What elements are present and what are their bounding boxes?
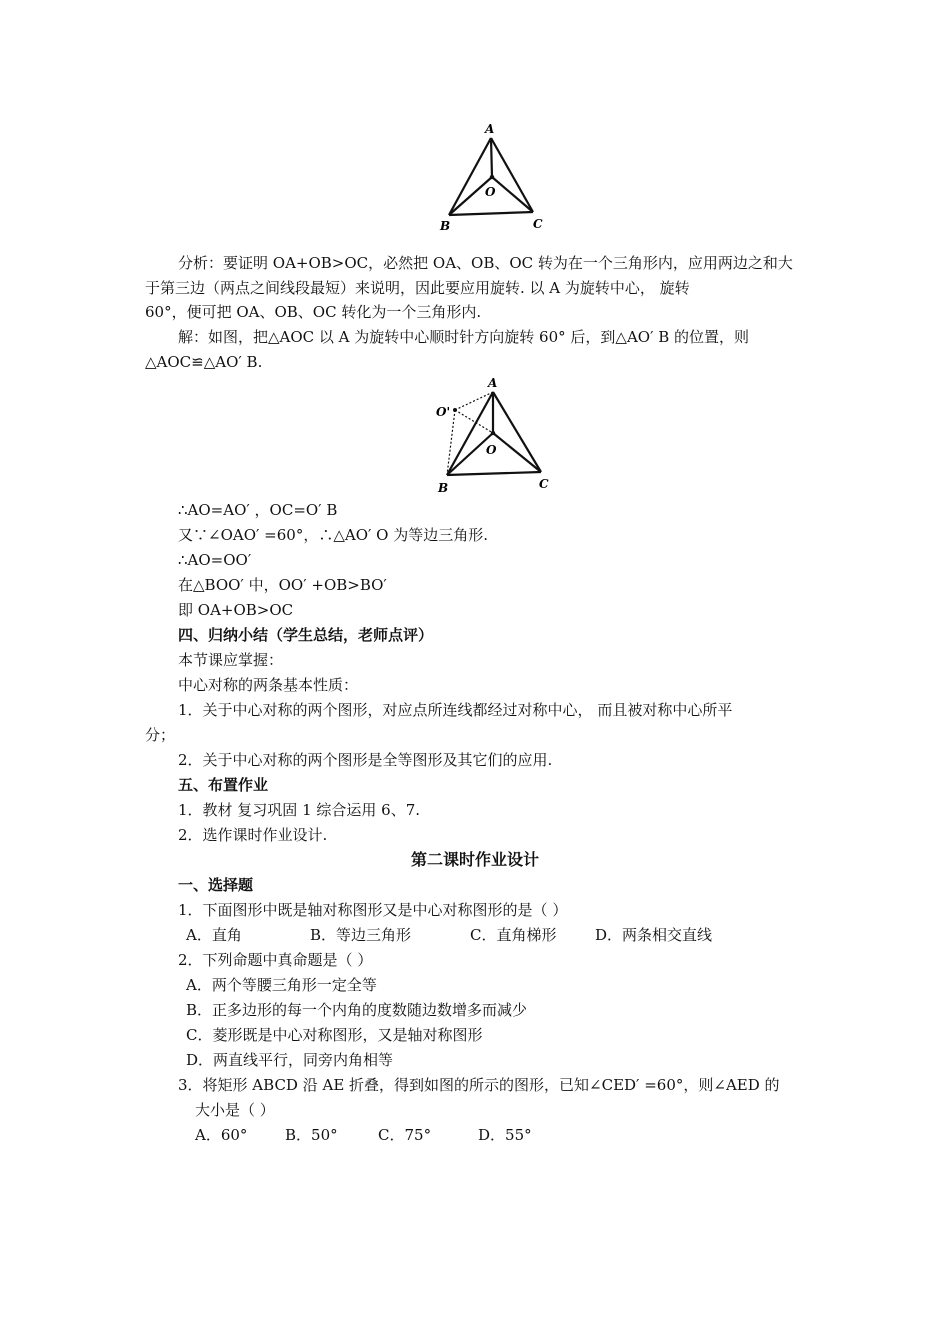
segment-ao (491, 138, 492, 177)
question-2: 2．下列命题中真命题是（ ） (178, 951, 373, 969)
summary-item-1: 1．关于中心对称的两个图形，对应点所连线都经过对称中心， 而且被对称中心所平 (178, 701, 733, 719)
label-o: O (486, 443, 497, 457)
analysis-line-2: 于第三边（两点之间线段最短）来说明，因此要应用旋转. 以 A 为旋转中心， 旋转 (145, 279, 690, 297)
q2-option-b: B．正多边形的每一个内角的度数随边数增多而减少 (186, 1001, 528, 1019)
label-b: B (438, 481, 449, 495)
section-title: 第二课时作业设计 (410, 850, 539, 869)
homework-item-2: 2．选作课时作业设计. (178, 826, 328, 844)
label-b: B (440, 219, 451, 233)
point-o (491, 431, 495, 435)
summary-item-2: 2．关于中心对称的两个图形是全等图形及其它们的应用. (178, 751, 553, 769)
segment-oc (493, 433, 541, 472)
point-o (490, 175, 494, 179)
proof-step-4: 在△BOO′ 中，OO′ +OB>BO′ (178, 576, 387, 594)
solution-line-1: 解：如图，把△AOC 以 A 为旋转中心顺时针方向旋转 60° 后，到△AO′ B 的位置，则 (178, 328, 750, 346)
proof-step-2: 又∵∠OAO′ =60°，∴△AO′ O 为等边三角形. (178, 526, 488, 544)
q1-option-c: C．直角梯形 (470, 926, 557, 944)
edge-ab (449, 138, 491, 215)
q2-option-d: D．两直线平行，同旁内角相等 (186, 1051, 394, 1069)
proof-step-3: ∴AO=OO′ (178, 551, 252, 569)
label-a: A (485, 122, 495, 136)
label-a: A (488, 376, 498, 390)
q3-option-b: B．50° (285, 1126, 338, 1144)
q3-option-c: C．75° (378, 1126, 432, 1144)
q2-option-c: C．菱形既是中心对称图形，又是轴对称图形 (186, 1026, 483, 1044)
edge-ab (447, 392, 493, 475)
edge-bc (449, 212, 533, 215)
q3-option-a: A．60° (195, 1126, 248, 1144)
proof-step-1: ∴AO=AO′ ，OC=O′ B (178, 501, 338, 519)
edge-bc (447, 472, 541, 475)
triangle-figure-1-svg (435, 120, 550, 235)
proof-step-5: 即 OA+OB>OC (178, 601, 294, 619)
label-o: O (485, 185, 496, 199)
label-c: C (533, 217, 543, 231)
triangle-figure-1 (435, 120, 550, 235)
analysis-line-1: 分析：要证明 OA+OB>OC，必然把 OA、OB、OC 转为在一个三角形内，应用两边之和大 (178, 254, 793, 272)
segment-oc (492, 177, 533, 212)
homework-item-1: 1．教材 复习巩固 1 综合运用 6、7. (178, 801, 421, 819)
homework-heading: 五、布置作业 (178, 776, 269, 794)
triangle-figure-2 (430, 372, 560, 498)
solution-line-2: △AOC≌△AO′ B. (145, 353, 263, 371)
summary-item-1-cont: 分； (145, 726, 176, 744)
label-o-prime: O' (436, 405, 451, 419)
section-choice-heading: 一、选择题 (178, 876, 254, 894)
q1-option-d: D．两条相交直线 (595, 926, 713, 944)
question-3-cont: 大小是（ ） (195, 1101, 275, 1119)
q3-option-d: D．55° (478, 1126, 532, 1144)
q2-option-a: A．两个等腰三角形一定全等 (186, 976, 377, 994)
point-o-prime (453, 408, 457, 412)
question-3: 3．将矩形 ABCD 沿 AE 折叠，得到如图的所示的图形，已知∠CED′ =60°，则∠AED 的 (178, 1076, 780, 1094)
summary-subheading: 中心对称的两条基本性质： (178, 676, 359, 694)
analysis-line-3: 60°，便可把 OA、OB、OC 转化为一个三角形内. (145, 303, 482, 321)
segment-oo-prime (455, 410, 493, 433)
summary-intro: 本节课应掌握： (178, 651, 284, 669)
q1-option-b: B．等边三角形 (310, 926, 412, 944)
question-1: 1．下面图形中既是轴对称图形又是中心对称图形的是（ ） (178, 901, 568, 919)
edge-ac (491, 138, 533, 212)
edge-ac (493, 392, 541, 472)
summary-heading: 四、归纳小结（学生总结，老师点评） (178, 626, 434, 644)
label-c: C (539, 477, 549, 491)
segment-bo-prime (447, 410, 455, 475)
q1-option-a: A．直角 (186, 926, 242, 944)
triangle-figure-2-svg (430, 372, 560, 498)
